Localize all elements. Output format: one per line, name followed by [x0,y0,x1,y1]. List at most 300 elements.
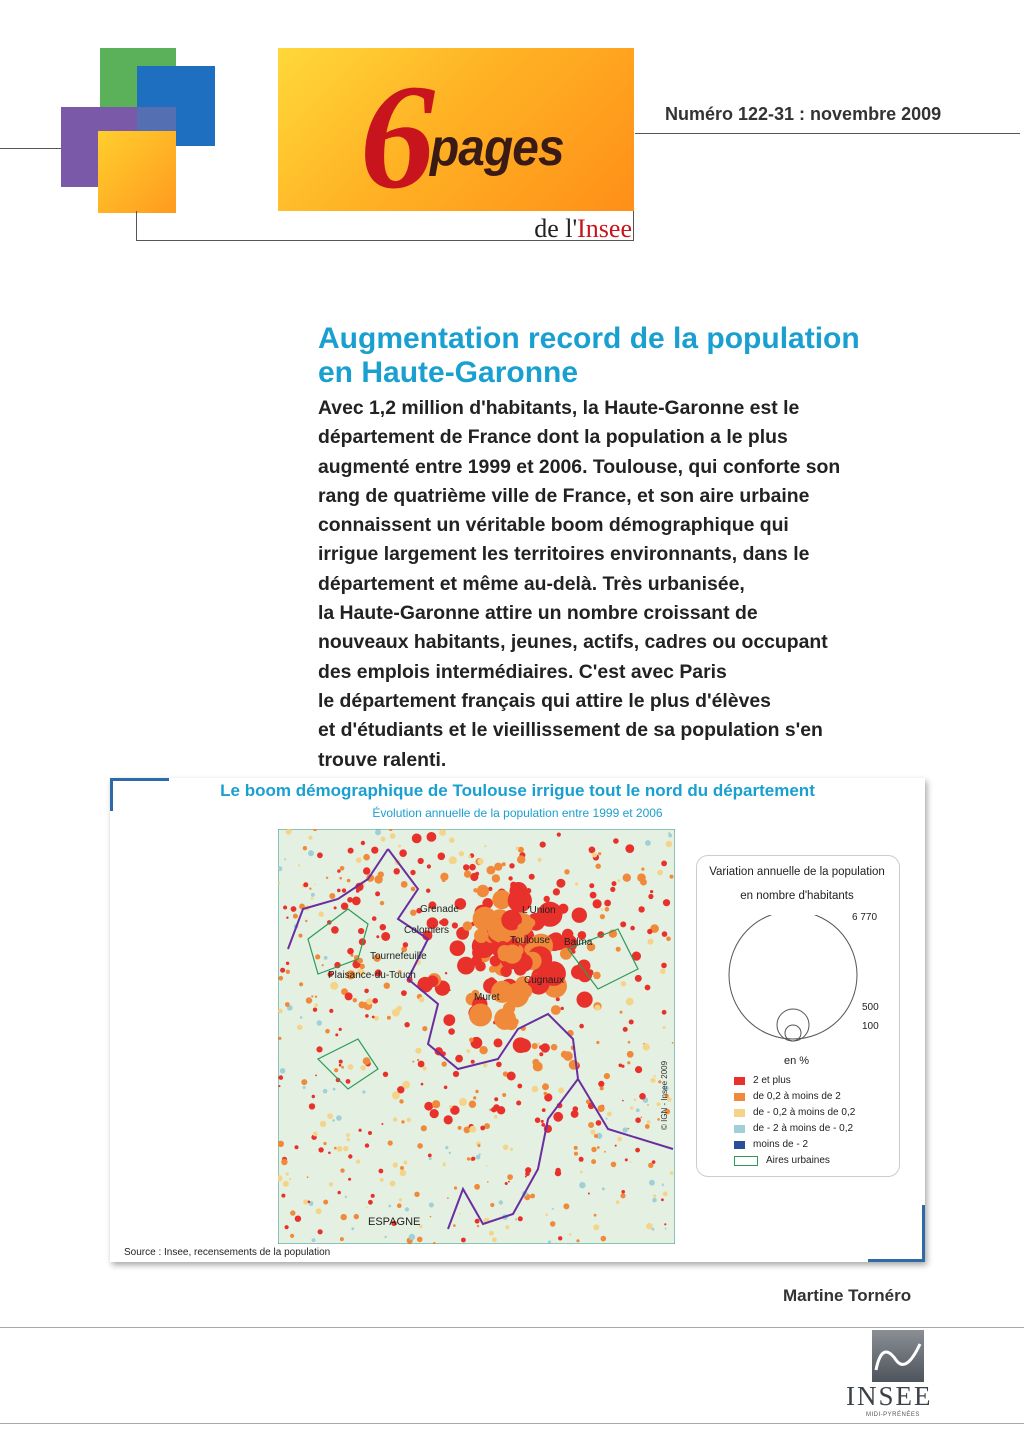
map-dot [449,1152,451,1154]
map-dot [634,1098,637,1101]
map-dot [341,1066,344,1069]
map-dot [400,1166,404,1170]
map-dot [626,998,634,1006]
map-dot [574,1152,578,1156]
map-dot [421,1083,424,1086]
map-dot [380,924,386,930]
map-dot [593,972,601,980]
legend-title: en nombre d'habitants [740,890,854,902]
map-dot [503,945,522,964]
map-dot [513,1037,529,1053]
map-dot [525,1167,531,1173]
map-dot [539,1052,543,1056]
map-dot [604,900,611,907]
map-dot [337,869,340,872]
map-dot [308,1201,311,1204]
map-dot [348,1064,354,1070]
map-dot [356,857,362,863]
map-dot [469,1101,476,1108]
map-dot [410,910,416,916]
map-dot [529,874,535,880]
map-dot [316,1046,322,1052]
map-dot [503,1145,509,1151]
map-dot [487,866,496,875]
map-dot [564,869,569,874]
map-dot [281,1194,285,1198]
map-dot [453,1224,456,1227]
map-dot [412,1061,414,1063]
map-dot [328,1152,331,1155]
map-dot [280,1068,286,1074]
map-dot [627,1051,634,1058]
map-dot [299,982,303,986]
map-dot [494,1041,498,1045]
map-dot [457,957,475,975]
map-dot [405,1207,409,1211]
map-dot [443,1014,455,1026]
map-dot [315,884,317,886]
map-dot [635,975,642,982]
map-dot [508,1181,510,1183]
map-dot [625,844,634,853]
map-dot [284,858,286,860]
map-dot [665,1228,667,1230]
map-dot [541,1120,544,1123]
map-dot [366,998,372,1004]
map-subtitle: Évolution annuelle de la population entre 1999 et 2006 [372,806,663,820]
place-label: Toulouse [510,935,551,946]
map-dot [595,1005,601,1011]
legend-label: de - 0,2 à moins de 0,2 [753,1107,856,1118]
map-dot [319,912,324,917]
map-dot [286,1172,289,1175]
map-dot [424,1102,433,1111]
map-dot [371,847,378,854]
map-dot [381,932,390,941]
map-dot [551,1005,561,1015]
map-dot [374,875,382,883]
map-dot [313,1132,318,1137]
place-label: Tournefeuille [370,951,427,962]
map-dot [662,1184,664,1186]
map-dot [311,893,315,897]
legend-class [734,1155,830,1166]
map-dot [286,917,288,919]
map-dot [576,1239,579,1242]
map-dot [380,901,384,905]
place-label: ESPAGNE [368,1216,421,1228]
map-dot [478,858,484,864]
map-dot [469,1004,492,1027]
map-dot [650,890,653,893]
map-dot [483,1063,488,1068]
map-dot [363,1057,371,1065]
map-dot [590,892,597,899]
map-dot [345,1196,347,1198]
map-dot [489,1231,494,1236]
map-dot [285,1225,289,1229]
map-dot [439,829,446,836]
map-dot [615,1145,617,1147]
map-dot [403,1161,407,1165]
map-dot [335,1033,338,1036]
map-dot [318,1147,323,1152]
map-dot [348,848,354,854]
map-dot [617,1137,622,1142]
map-dot [538,858,542,862]
place-label: Muret [474,992,500,1003]
place-label: Plaisance-du-Touch [328,970,416,981]
map-dot [341,903,348,910]
map-dot [600,1086,604,1090]
map-dot [323,1142,326,1145]
map-dot [621,981,627,987]
map-dot [579,1182,585,1188]
map-dot [337,889,341,893]
map-dot [418,1061,425,1068]
map-dot [601,1236,607,1242]
map-dot [516,846,519,849]
map-dot [652,1228,655,1231]
map-dot [375,829,381,835]
map-dot [635,1117,641,1123]
map-dot [475,1090,478,1093]
insee-logo-mark [872,1330,924,1382]
map-dot [569,1233,572,1236]
map-dot [563,1051,573,1061]
map-dot [339,1028,342,1031]
map-dot [494,1097,498,1101]
map-dot [445,1146,448,1149]
map-dot [407,1118,411,1122]
map-dot [359,1001,366,1008]
map-dot [299,934,303,938]
map-dot [429,1157,432,1160]
logo-insee: Insee [577,214,632,243]
map-dot [630,1161,632,1163]
map-dot [620,921,626,927]
map-dot [670,1171,674,1175]
map-dot [648,939,654,945]
map-dot [530,1194,535,1199]
map-dot [371,1194,375,1198]
map-dot [323,1089,328,1094]
map-dot [318,1229,323,1234]
map-source: Source : Insee, recensements de la population [124,1247,331,1258]
map-dot [558,1236,562,1240]
map-dot [593,899,602,908]
map-dot [444,1115,453,1124]
map-dot [474,1184,480,1190]
map-dot [625,1158,628,1161]
lead-line: augmenté entre 1999 et 2006. Toulouse, qui conforte son [318,455,841,478]
map-dot [379,1169,384,1174]
map-dot [491,1107,496,1112]
map-dot [393,1117,397,1121]
map-dot [388,1140,393,1145]
map-dot [331,926,339,934]
map-dot [417,1143,423,1149]
map-dot [660,969,666,975]
map-dot [340,1237,344,1241]
map-dot [620,1193,625,1198]
map-dot [330,982,338,990]
map-dot [444,1086,448,1090]
map-dot [311,995,313,997]
map-dot [505,1225,509,1229]
map-dot [636,1108,640,1112]
map-dot [323,1200,328,1205]
map-dot [604,1151,606,1153]
map-dot [421,1125,427,1131]
map-dot [376,935,379,938]
map-dot [438,853,446,861]
map-dot [480,1126,485,1131]
map-dot [313,1008,317,1012]
map-dot [422,1026,427,1031]
map-dot [646,1223,653,1230]
map-dot [290,1234,294,1238]
logo-word: pages [430,119,564,177]
map-dot [588,1122,594,1128]
logo-number: 6 [360,54,435,220]
map-dot [544,1092,548,1096]
map-dot [556,879,565,888]
map-dot [459,1098,467,1106]
map-dot [315,954,320,959]
map-dot [617,879,620,882]
map-dot [347,948,354,955]
map-dot [663,1192,668,1197]
map-dot [354,1214,359,1219]
map-dot [298,864,300,866]
map-dot [516,1101,521,1106]
map-dot [610,887,615,892]
place-label: Balma [564,937,593,948]
map-dot [289,1178,291,1180]
map-dot [494,1115,498,1119]
map-dot [466,1049,470,1053]
map-dot [364,989,369,994]
place-label: L'Union [522,905,556,916]
map-dot [372,998,378,1004]
map-dot [297,1025,303,1031]
map-dot [430,1109,439,1118]
map-dot [620,1011,623,1014]
map-dot [591,1147,596,1152]
map-dot [343,1146,348,1151]
panel-corner-bottom-right [868,1205,925,1262]
map-dot [647,1104,649,1106]
map-dot [601,908,603,910]
map-dot [286,829,292,835]
map-dot [532,1059,539,1066]
legend-swatch [734,1077,745,1085]
map-dot [598,1105,605,1112]
map-dot [641,868,644,871]
map-dot [278,1009,283,1014]
map-dot [347,879,351,883]
map-dot [662,931,668,937]
map-dot [553,888,560,895]
map-dot [333,1088,336,1091]
footer-rule [0,1327,1024,1328]
map-dot [666,841,672,847]
legend-size-value: 6 770 [852,912,878,923]
map-dot [309,888,311,890]
map-dot [650,1078,655,1083]
map-dot [623,874,631,882]
map-dot [507,1174,513,1180]
map-dot [476,1155,481,1160]
map-dot [611,1162,617,1168]
map-dot [666,937,671,942]
map-dot [307,1176,309,1178]
map-dot [414,1192,419,1197]
map-dot [640,1117,642,1119]
map-dot [432,1100,440,1108]
map-dot [464,870,471,877]
map-dot [484,845,486,847]
author: Martine Tornéro [783,1286,912,1305]
map-dot [518,1216,523,1221]
map-dot [613,838,619,844]
map-dot [473,1096,476,1099]
map-dot [317,1020,322,1025]
map-dot [409,1234,415,1240]
legend-swatch [734,1125,745,1133]
map-dot [563,1203,569,1209]
map-dot [351,1227,354,1230]
map-dot [550,1221,556,1227]
map-dot [537,1042,540,1045]
map-dot [393,1162,398,1167]
map-dot [654,1075,656,1077]
map-dot [509,863,514,868]
map-dot [399,849,407,857]
map-dot [517,923,526,932]
map-dot [337,1146,343,1152]
place-label: Grenade [420,904,459,915]
map-dot [579,1024,584,1029]
map-dot [317,852,323,858]
map-dot [469,1038,474,1043]
map-dot [616,947,621,952]
map-dot [394,868,400,874]
map-dot [616,1200,620,1204]
map-dot [475,872,479,876]
map-dot [320,1121,326,1127]
map-dot [417,1059,419,1061]
map-dot [340,866,345,871]
map-dot [573,1106,579,1112]
map-dot [279,1075,284,1080]
map-dot [417,1237,423,1243]
place-label: Cugnaux [524,975,565,986]
lead-line: des emplois intermédiaires. C'est avec Paris [318,660,727,683]
map-dot [450,940,466,956]
map-dot [339,1064,342,1067]
map-dot [604,1073,610,1079]
map-dot [579,1157,584,1162]
map-dot [286,962,289,965]
lead-line: et d'étudiants et le vieillissement de sa population s'en [318,719,823,742]
map-dot [427,832,437,842]
map-dot [410,870,415,875]
map-dot [468,855,471,858]
map-dot [452,922,458,928]
map-dot [572,950,576,954]
map-dot [561,1007,564,1010]
logo-square-overlap [137,107,176,131]
map-dot [428,1154,432,1158]
map-dot [479,1046,487,1054]
map-dot [339,877,342,880]
map-dot [598,852,601,855]
map-dot [487,1181,489,1183]
map-dot [427,976,439,988]
map-dot [381,837,386,842]
population-map [278,829,675,1244]
map-dot [535,1117,541,1123]
map-dot [643,1043,650,1050]
lead-line: Avec 1,2 million d'habitants, la Haute-Garonne est le [318,397,800,419]
map-dot [348,1178,351,1181]
map-dot [359,1129,362,1132]
lead-line: trouve ralenti. [318,748,447,771]
map-dot [295,1216,301,1222]
legend-circle-large [729,915,857,1039]
lead-line: le département français qui attire le plus d'élèves [318,689,771,712]
map-dot [630,1106,633,1109]
map-dot [448,1028,455,1035]
map-dot [577,992,593,1008]
map-dot [540,842,546,848]
map-dot [325,1029,330,1034]
lead-line: nouveaux habitants, jeunes, actifs, cadres ou occupant [318,631,828,654]
map-dot [280,968,285,973]
map-dot [453,1071,459,1077]
map-dot [629,1020,634,1025]
map-dot [623,1127,628,1132]
map-dot [623,1027,628,1032]
map-dot [670,875,674,879]
logo-de: de l' [534,214,578,243]
article-title [318,322,938,390]
map-dot [306,997,312,1003]
map-dot [399,1099,403,1103]
insee-logo-icon [872,1330,924,1382]
map-dot [315,1075,317,1077]
map-dot [606,1118,608,1120]
map-dot [398,845,401,848]
map-dot [653,1194,656,1197]
map-dot [553,1112,563,1122]
map-dot [591,1159,596,1164]
header-rule-right [635,133,1020,134]
map-dot [305,920,307,922]
legend-unit: en % [784,1055,810,1067]
map-dot [363,854,370,861]
map-dot [397,1203,402,1208]
map-dot [471,1157,475,1161]
map-dot [372,916,377,921]
map-dot [368,1200,373,1205]
map-dot [532,1043,538,1049]
map-dot [597,1146,600,1149]
map-dot [392,1009,400,1017]
map-dot [315,996,317,998]
